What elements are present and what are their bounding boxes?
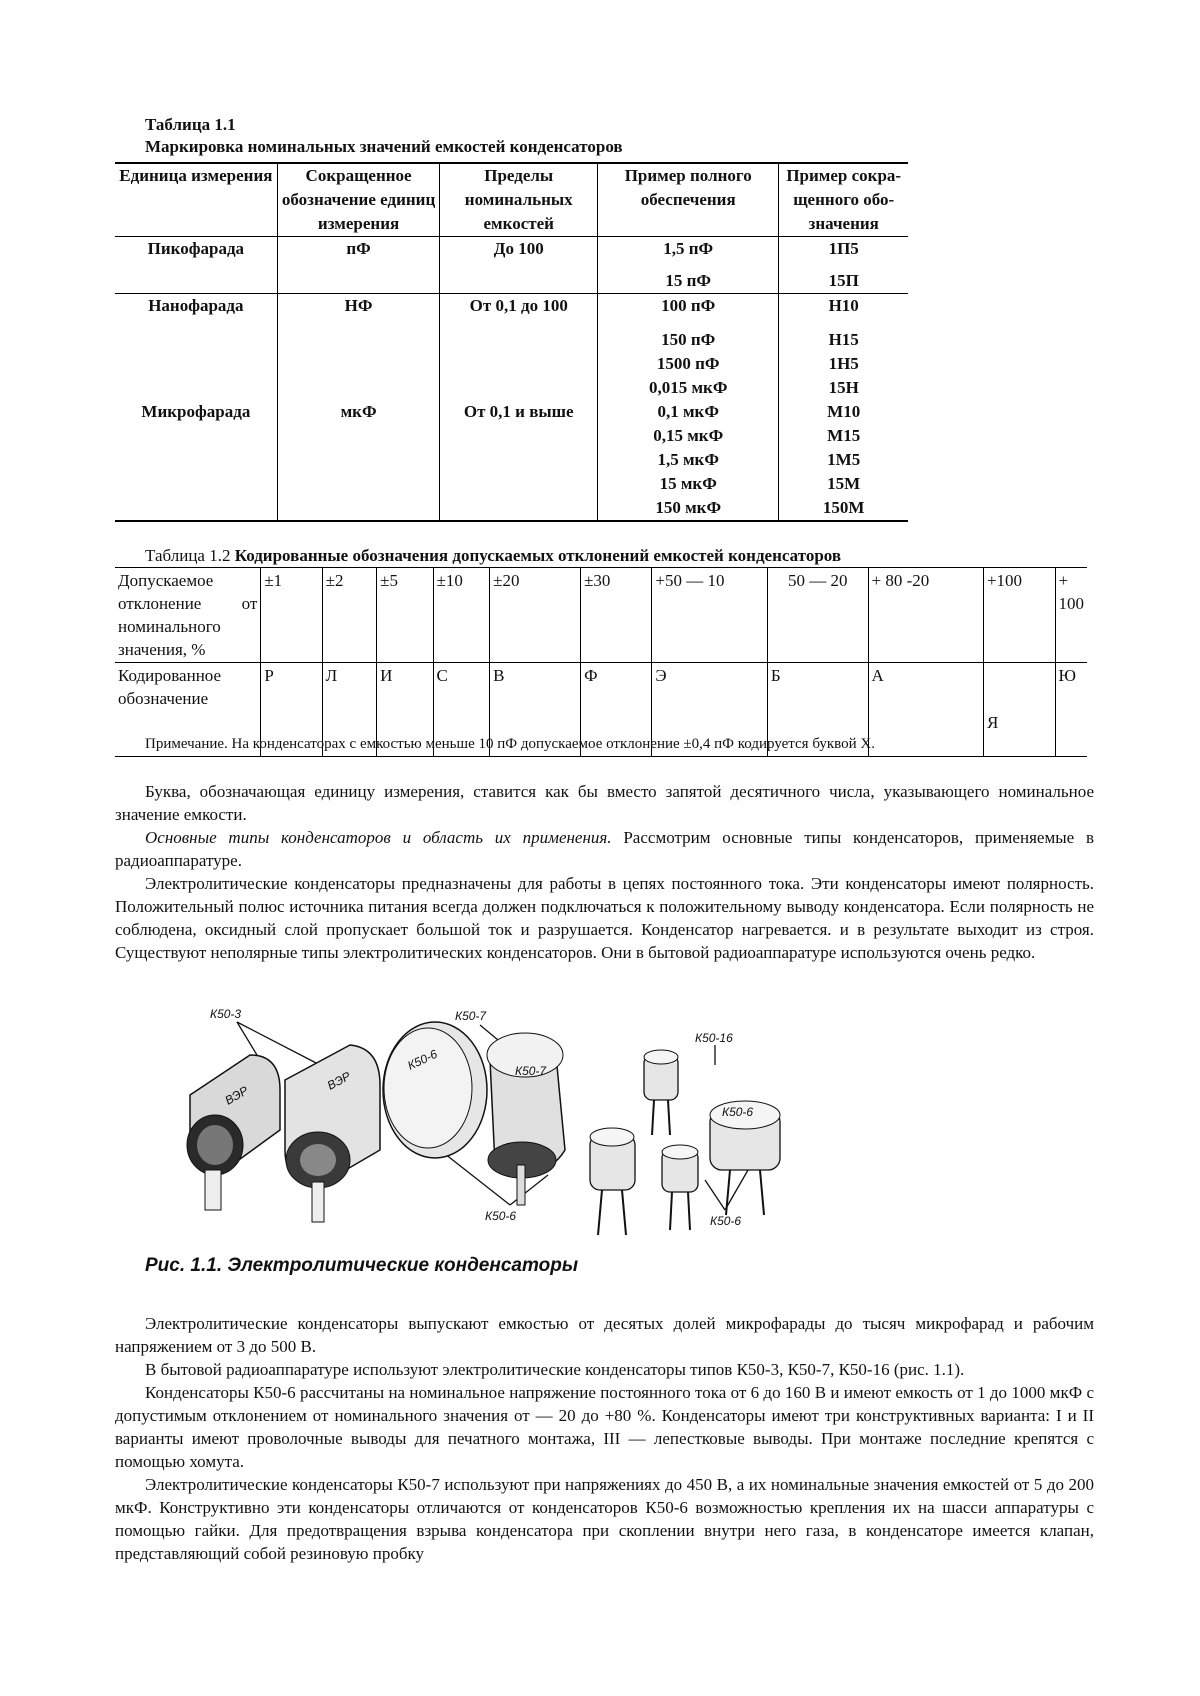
cell-full: 1,5 пФ [598, 237, 779, 262]
table-row [115, 400, 908, 424]
capacitor-marking: ВЭР [222, 1083, 251, 1108]
table-row [115, 496, 908, 521]
capacitor-marking: К50-7 [515, 1064, 547, 1078]
table-row [115, 376, 908, 400]
cell-deviation: 50 — 20 [767, 568, 868, 663]
paragraph: Электролитические конденсаторы выпускают емкостью от десятых долей микрофарады до тысяч микрофарад и рабочим напряжением от 3 до 500 В. [115, 1314, 1094, 1356]
cell-full: 150 мкФ [598, 496, 779, 521]
cell-range: От 0,1 и выше [440, 400, 598, 424]
table1-caption [145, 114, 623, 158]
table-row [115, 318, 908, 352]
table-row [115, 448, 908, 472]
cell-code: Р [261, 663, 322, 757]
cell-deviation: ±20 [490, 568, 581, 663]
capacitor-marking: ВЭР [324, 1068, 353, 1093]
col-header-short: Пример сокра- щенного обо- значения [779, 163, 908, 237]
cell-short: 15М [779, 472, 908, 496]
cell-range: До 100 [440, 237, 598, 262]
cell-short: 150М [779, 496, 908, 521]
table2-caption [145, 545, 841, 567]
cell-deviation: ±2 [322, 568, 376, 663]
cell-short: 1Н5 [779, 352, 908, 376]
cell-full: 0,015 мкФ [598, 376, 779, 400]
cell-full: 15 мкФ [598, 472, 779, 496]
cell-code: А [868, 663, 983, 757]
cell-unit: Пикофарада [115, 237, 277, 262]
table-row [115, 237, 908, 262]
table-row [115, 472, 908, 496]
cell-code: Я [983, 663, 1055, 757]
capacitor-marking: К50-6 [405, 1046, 440, 1073]
paragraph: В бытовой радиоаппаратуре используют электролитические конденсаторы типов К50-3, К50-7, К50-16 (рис. 1.1). [145, 1360, 965, 1379]
cell-code: Б [767, 663, 868, 757]
table-row [115, 294, 908, 319]
capacitor-k50-7 [487, 1033, 565, 1205]
cell-deviation: + 100 [1055, 568, 1087, 663]
cell-short: 1П5 [779, 237, 908, 262]
paragraph: Электролитические конденсаторы К50-7 используют при напряжениях до 450 В, а их номинальные значения емкостей от 5 до 200 мкФ. Конструктивно эти конденсаторы отличаются от конденсаторов К50-6 возможностью крепления их на шасси аппаратуры с помощью гайки. Для предотвращения взрыва конденсатора при скоплении внутри него газа, в конденсаторе имеется клапан, представляющий собой резиновую пробку [115, 1475, 1094, 1563]
cell-abbr: мкФ [277, 400, 440, 424]
figure-label-k50-7: К50-7 [455, 1009, 487, 1023]
cell-short: Н10 [779, 294, 908, 319]
cell-deviation: + 80 -20 [868, 568, 983, 663]
paragraph: Электролитические конденсаторы предназначены для работы в цепях постоянного тока. Эти конденсаторы имеют полярность. Положительный полюс источника питания всегда должен подключаться к положительному выводу конденсатора. Если полярность не соблюдена, оксидный слой пропускает большой ток и разрушается. Конденсатор нагревается. и в результате выходит из строя. Существуют неполярные типы электролитических конденсаторов. Они в бытовой радиоаппаратуре используются очень редко. [115, 874, 1094, 962]
cell-short: Н15 [779, 318, 908, 352]
cell-short: 15П [779, 261, 908, 294]
cell-deviation: +100 [983, 568, 1055, 663]
paragraph-text: Рассмотрим основные типы конденсаторов, применяемые в радиоаппаратуре. [115, 828, 1094, 870]
col-header-abbr: Сокращенное обозначение единиц измерения [277, 163, 440, 237]
cell-short: 15Н [779, 376, 908, 400]
cell-full: 0,1 мкФ [598, 400, 779, 424]
cell-code: В [490, 663, 581, 757]
capacitor-small-2 [662, 1145, 698, 1230]
table2-title: Кодированные обозначения допускаемых отклонений емкостей конденсаторов [234, 546, 842, 565]
cell-full: 1500 пФ [598, 352, 779, 376]
capacitor-k50-6-small [710, 1101, 780, 1215]
figure-caption: Рис. 1.1. Электролитические конденсаторы [145, 1255, 579, 1276]
table1-number: Таблица 1.1 [145, 115, 236, 134]
cell-full: 100 пФ [598, 294, 779, 319]
text-block-upper [115, 780, 1094, 964]
text-block-lower [115, 1312, 1094, 1565]
cell-deviation: ±10 [433, 568, 490, 663]
cell-code: Л [322, 663, 376, 757]
capacitor-k50-3-large [285, 1045, 380, 1222]
table1-title: Маркировка номинальных значений емкостей конденсаторов [145, 137, 623, 156]
cell-full: 15 пФ [598, 261, 779, 294]
cell-code: Ф [581, 663, 652, 757]
cell-deviation: ±5 [377, 568, 433, 663]
tolerance-code-table [115, 567, 1087, 757]
figure-label-k50-6-right: К50-6 [710, 1214, 742, 1228]
capacitor-k50-3-small [187, 1055, 280, 1210]
cell-full: 150 пФ [598, 318, 779, 352]
cell-full: 1,5 мкФ [598, 448, 779, 472]
table2-note: Примечание. На конденсаторах с емкостью меньше 10 пФ допускаемое отклонение ±0,4 пФ кодируется буквой X. [145, 736, 876, 752]
cell-deviation: ±1 [261, 568, 322, 663]
capacitors-figure [170, 1000, 860, 1245]
capacitor-k50-16 [644, 1050, 678, 1135]
col-header-range: Пределы номинальных емкостей [440, 163, 598, 237]
table2-number: Таблица 1.2 [145, 546, 231, 565]
capacitance-marking-table [115, 162, 908, 522]
paragraph [115, 826, 1094, 872]
row-label-deviation: Допускаемое отклонение от номинального значения, % [115, 568, 261, 663]
cell-short: 1М5 [779, 448, 908, 472]
cell-deviation: +50 — 10 [652, 568, 768, 663]
cell-code: И [377, 663, 433, 757]
table-row [115, 424, 908, 448]
table-row [115, 352, 908, 376]
cell-short: М10 [779, 400, 908, 424]
capacitor-k50-6-face [383, 1022, 487, 1158]
paragraph: Буква, обозначающая единицу измерения, ставится как бы вместо запятой десятичного числа, указывающего номинальное значение емкости. [115, 782, 1094, 824]
cell-unit: Нанофарада [115, 294, 277, 319]
table-row [115, 568, 1087, 663]
paragraph: Конденсаторы К50-6 рассчитаны на номинальное напряжение постоянного тока от 6 до 160 В и имеют емкость от 1 до 1000 мкФ с допустимым отклонением от номинального значения от — 20 до +80 %. Конденсаторы имеют три конструктивных варианта: I и II варианты имеют проволочные выводы для печатного монтажа, III — лепестковые выводы. При монтаже последние крепятся с помощью хомута. [115, 1383, 1094, 1471]
capacitor-small-1 [590, 1128, 635, 1235]
capacitor-marking: К50-6 [722, 1105, 754, 1119]
cell-abbr: пФ [277, 237, 440, 262]
figure-label-k50-6: К50-6 [485, 1209, 517, 1223]
cell-code: С [433, 663, 490, 757]
section-heading-italic: Основные типы конденсаторов и область их применения. [145, 828, 612, 847]
figure-label-k50-16: К50-16 [695, 1031, 733, 1045]
cell-code: Ю [1055, 663, 1087, 757]
figure-label-k50-3: К50-3 [210, 1007, 242, 1021]
cell-full: 0,15 мкФ [598, 424, 779, 448]
row-label-code: Кодированное обозначение [115, 663, 261, 757]
cell-code: Э [652, 663, 768, 757]
cell-range: От 0,1 до 100 [440, 294, 598, 319]
cell-deviation: ±30 [581, 568, 652, 663]
cell-abbr: НФ [277, 294, 440, 319]
col-header-unit: Единица измерения [115, 163, 277, 237]
col-header-full: Пример полного обеспечения [598, 163, 779, 237]
table-row [115, 261, 908, 294]
cell-short: М15 [779, 424, 908, 448]
cell-unit: Микрофарада [115, 400, 277, 424]
